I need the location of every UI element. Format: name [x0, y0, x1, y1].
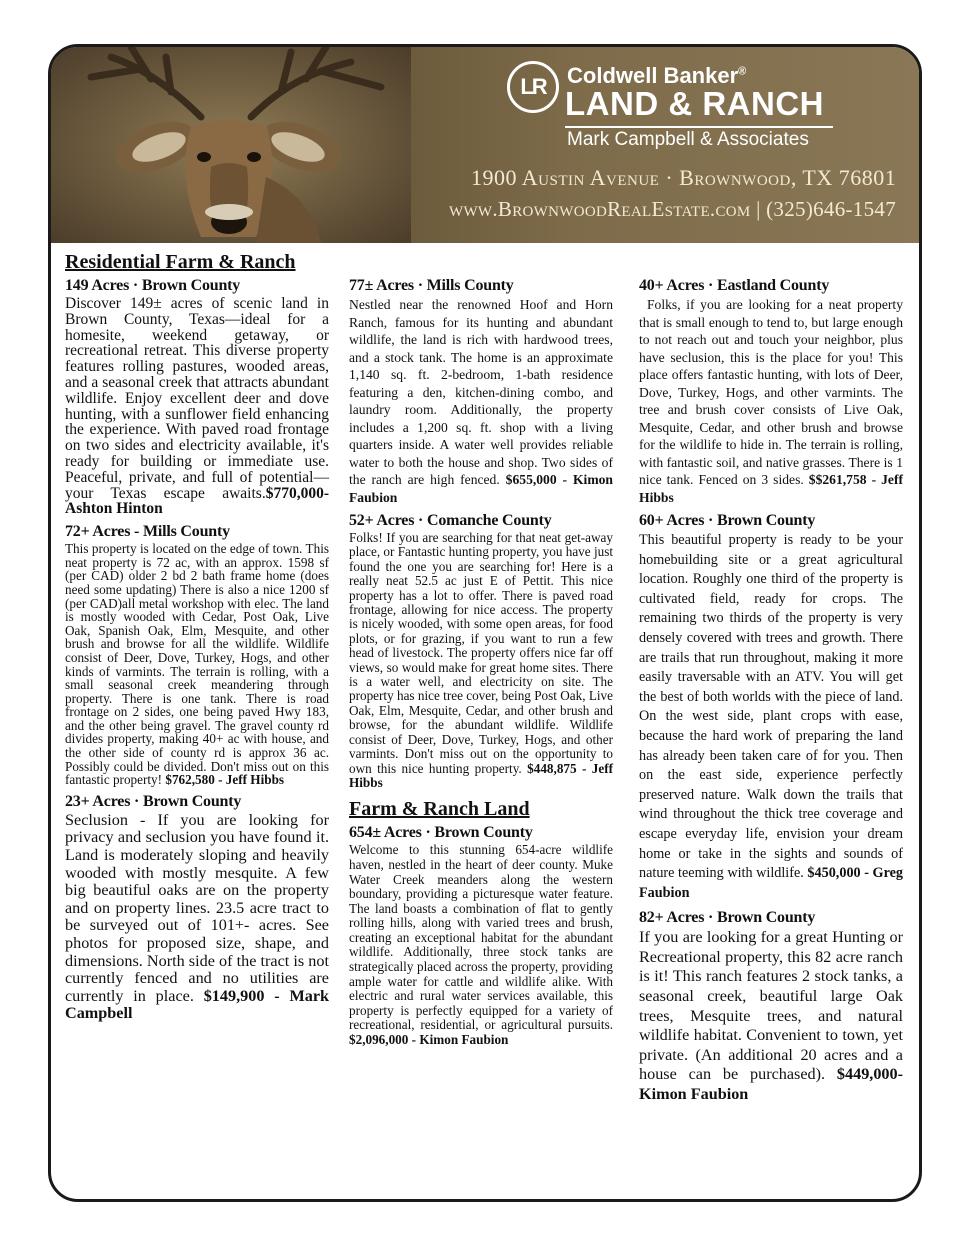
- brand-name: Coldwell Banker®: [567, 63, 747, 88]
- listing-title-149: 149 Acres · Brown County: [65, 277, 241, 294]
- listing-title-23: 23+ Acres · Brown County: [65, 792, 242, 810]
- listing-title-82: 82+ Acres · Brown County: [639, 909, 816, 927]
- listing-title-654: 654± Acres · Brown County: [349, 824, 533, 842]
- listing-body-40: Folks, if you are looking for a neat property that is small enough to tend to, but large enough to not reach out and touch your neighbor, plus have seclusion, this is the place for you! This place offers fantastic hunting, with lots of Deer, Dove, Turkey, Hogs, and other varmints. The tree and brush cover consists of Live Oak, Mesquite, Cedar, and other brush and browse for the wildlife to hide in. The terrain is rolling, with fantastic soil, and native grasses. There is 1 nice tank. Fenced on 3 sides. $$261,758 - Jeff Hibbs: [639, 297, 903, 505]
- listing-body-654: Welcome to this stunning 654-acre wildlife haven, nestled in the heart of deer county. Muke Water Creek meanders along the western boundary, providing a picturesque water feature. The land boasts a combination of flat to gently rolling hills, along with varied trees and brush, creating an exceptional habitat for the abundant wildlife. Additionally, three stock tanks are strategically placed across the property, providing ample water for cattle and wildlife alike. With electric and rural water services available, this property is perfectly equipped for a variety of recreational, residential, or agricultural pursuits. $2,096,000 - Kimon Faubion: [349, 842, 613, 1048]
- listing-title-60: 60+ Acres · Brown County: [639, 512, 816, 529]
- listing-price-23: $149,900 - Mark Campbell: [65, 986, 330, 1023]
- listing-price-72: $762,580 - Jeff Hibbs: [165, 772, 285, 788]
- listing-title-40: 40+ Acres · Eastland County: [639, 277, 830, 294]
- listing-price-82: $449,000- Kimon Faubion: [639, 1065, 903, 1104]
- flyer-frame: [48, 44, 922, 1202]
- listing-body-60: This beautiful property is ready to be your homebuilding site or a great agricultural location. Roughly one third of the property is cultivated field, ready for crops. The remaining two thirds of the property is very densely covered with trees and growth. There are trails that run throughout, making it more easily traversable with an ATV. You will get the best of both worlds with the piece of land. On the west side, plant crops with ease, because the hard work of preparing the land has already been taken care of for you. Then on the east side, experience perfectly preserved nature. Walk down the trails that wind throughout the thick tree coverage and escape everyday life, envision your dream home or take in the sights and sounds of nature teeming with wildlife. $450,000 - Greg Faubion: [639, 532, 903, 901]
- section-title-farm-ranch: Farm & Ranch Land: [349, 798, 530, 821]
- deer-photo: [51, 47, 411, 243]
- listing-title-77: 77± Acres · Mills County: [349, 277, 514, 294]
- listing-title-52: 52+ Acres · Comanche County: [349, 512, 552, 529]
- website-phone: www.BrownwoodRealEstate.com | (325)646-1547: [449, 197, 897, 221]
- listing-body-23: Seclusion - If you are looking for privacy and seclusion you have found it. Land is moderately sloping and heavily wooded with mostly mesquite. A few big beautiful oaks are on the property and on property lines. 23.5 acre tract to be surveyed out of 101+- acres. See photos for proposed size, shape, and dimensions. North side of the tract is not currently fenced and no utilities are currently in place. $149,900 - Mark Campbell: [65, 810, 330, 1023]
- listing-body-77: Nestled near the renowned Hoof and Horn Ranch, famous for its hunting and abundant wildlife, the land is rich with hardwood trees, and a stock tank. The home is an approximate 1,140 sq. ft. 2-bedroom, 1-bath residence featuring a den, kitchen-dining combo, and laundry room. Additionally, the property includes a 1,200 sq. ft. shop with a living quarters inside. A water well provides reliable water to both the house and shop. Two sides of the ranch are high fenced. $655,000 - Kimon Faubion: [349, 297, 613, 505]
- listing-body-52: Folks! If you are searching for that neat get-away place, or Fantastic hunting property, you have just found the one you are searching for! Here is a really neat 52.5 ac just E of Pettit. This nice property has a lot to offer. There is paved road frontage, allowing for nice access. The property is nicely wooded, with some open areas, for food plots, or for grazing, if you want to run a few head of livestock. The property offers nice far off views, so would make for great home sites. There is a water well, and electricity on site. The property has nice tree cover, being Post Oak, Live Oak, Elm, Mesquite, Cedar, and other brush and browse, for the abundant wildlife. Wildlife consist of Deer, Dove, Turkey, Hogs, and other varmints. Don't miss out on the opportunity to own this nice hunting property. $448,875 - Jeff Hibbs: [349, 530, 614, 790]
- listing-price-60: $450,000 - Greg Faubion: [639, 865, 903, 901]
- column-left: [65, 251, 329, 1029]
- section-title-residential: Residential Farm & Ranch: [65, 251, 296, 273]
- column-right: [639, 275, 903, 1111]
- brand-subtitle: Mark Campbell & Associates: [567, 129, 809, 150]
- listing-price-77: $655,000 - Kimon Faubion: [349, 472, 613, 505]
- registered-mark: ®: [738, 65, 747, 78]
- brand-title: LAND & RANCH: [565, 85, 824, 122]
- listing-price-149: $770,000- Ashton Hinton: [65, 484, 329, 518]
- listing-body-149: Discover 149± acres of scenic land in Brown County, Texas—ideal for a homesite, weekend getaway, or recreational retreat. This diverse property features rolling pastures, wooded areas, and a seasonal creek that attracts abundant wildlife. Enjoy excellent deer and dove hunting, with a sunflower field enhancing the experience. With paved road frontage on two sides and electricity available, it's ready for building or immediate use. Peaceful, private, and full of potential—your Texas escape awaits.$770,000- Ashton Hinton: [65, 295, 329, 518]
- column-middle: [349, 275, 613, 1054]
- brand-logo-icon: LR: [507, 61, 559, 113]
- listing-body-72: This property is located on the edge of town. This neat property is 72 ac, with an approx. 1598 sf (per CAD) older 2 bd 2 bath frame home (does need some updating) There is also a nice 1200 sf (per CAD)all metal workshop with elec. The land is mostly wooded with Cedar, Post Oak, Live Oak, Spanish Oak, Elm, Mesquite, and other brush and browse for all the wildlife. Wildlife consist of Deer, Dove, Turkey, Hogs, and other kinds of varmints. The terrain is rolling, with a small seasonal creek meandering through property. There is one tank. There is road frontage on 2 sides, one being paved Hwy 183, and the other being gravel. The gravel county rd divides property, making 40+ ac with house, and the other side of county rd is approx 36 ac. Possibly could be divided. Don't miss out on this fantastic property! $762,580 - Jeff Hibbs: [65, 541, 329, 788]
- listing-body-82: If you are looking for a great Hunting or Recreational property, this 82 acre ranch is it! This ranch features 2 stock tanks, a seasonal creek, beautiful large Oak trees, Mesquite trees, and natural wildlife habitat. Convenient to town, yet private. (An additional 20 acres and a house can be purchased). $449,000- Kimon Faubion: [639, 928, 903, 1104]
- listing-title-72: 72+ Acres - Mills County: [65, 523, 230, 541]
- listing-price-52: $448,875 - Jeff Hibbs: [349, 760, 614, 790]
- header-banner: [51, 47, 919, 243]
- brand-divider: [565, 126, 833, 128]
- listing-price-654: $2,096,000 - Kimon Faubion: [349, 1032, 509, 1048]
- office-address: 1900 Austin Avenue · Brownwood, TX 76801: [471, 165, 897, 190]
- listing-price-40: $$261,758 - Jeff Hibbs: [639, 472, 903, 505]
